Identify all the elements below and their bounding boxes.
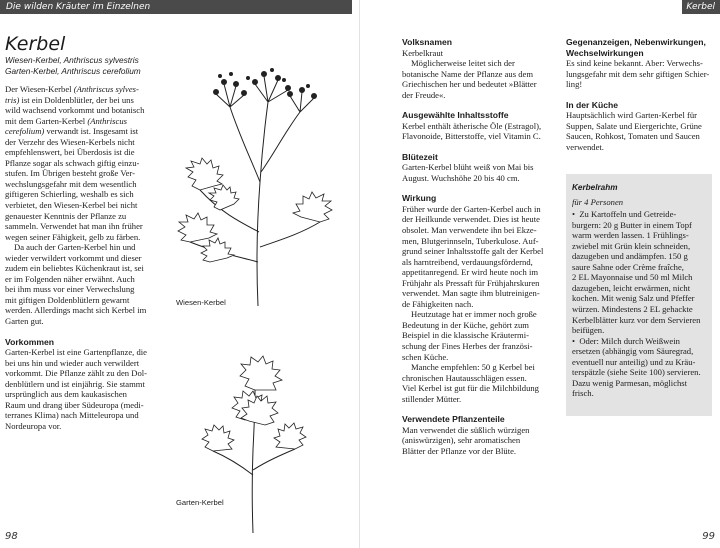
body-line: Saucen, Rohkost, Tomaten und Saucen [566, 131, 700, 142]
body-line: Garten-Kerbel ist eine Gartenpflanze, die [5, 347, 147, 358]
page-number-right: 99 [702, 531, 715, 542]
body-line: vorkommt. Die Pflanze zählt zu den Dol- [5, 368, 147, 379]
body-line: Heutzutage hat er immer noch große [411, 309, 537, 320]
body-line: de Fähigkeiten nach. [402, 298, 474, 309]
body-line: Nordeuropa vor. [5, 420, 62, 431]
intro-line: sammeln. Verwendet hat man ihn früher [5, 221, 143, 232]
caption-wiesen-kerbel: Wiesen-Kerbel [176, 298, 226, 307]
body-line: Kerbel enthält ätherische Öle (Estragol), [402, 120, 542, 131]
body-line: denblütlern und ist einjährig. Sie stammt [5, 378, 145, 389]
left-text-column [5, 33, 153, 431]
intro-line: wegen seiner Fähigkeit, gelb zu färben. [5, 231, 141, 242]
recipe-line: kochen. Mit wenig Salz und Pfeffer [572, 293, 695, 304]
right-text-column [566, 37, 716, 152]
bullet-icon: • [572, 209, 576, 220]
body-line: terranes Klima) nach Mitteleuropa und [5, 410, 139, 421]
body-line: lungsgefahr mit dem sehr giftigen Schier- [566, 68, 710, 79]
section-heading-inhaltsstoffe: Ausgewählte Inhaltsstoffe [402, 110, 509, 121]
recipe-line: frisch. [572, 388, 594, 399]
body-line: ling! [566, 79, 583, 90]
page-gutter [359, 0, 360, 548]
middle-text-column [402, 37, 552, 456]
body-line: verwendet. [566, 141, 604, 152]
recipe-line: saure Sahne oder Crème fraîche, [572, 261, 684, 272]
body-line: zudem ein beliebtes Küchenkraut ist, sei [5, 263, 144, 274]
intro-line: wild wachsend vorkommt und botanisch [5, 105, 145, 116]
body-line: chronischen Hautausschlägen essen. [402, 372, 527, 383]
body-line: Raum und drang über Südeuropa (medi- [5, 399, 144, 410]
body-line: bei uns hin und wieder auch verwildert [5, 357, 140, 368]
section-heading-kueche: In der Küche [566, 99, 619, 110]
recipe-line: dazugeben und andämpfen. 150 g [572, 251, 688, 262]
body-line: Kerbelkraut [402, 47, 444, 58]
intro-line: cerefolium) verwandt ist. Insgesamt ist [5, 126, 139, 137]
body-line: stillender Mütter. [402, 393, 462, 404]
body-line: Beispiel in die klassische Kräutermi- [402, 330, 529, 341]
section-heading-wechselwirkungen: Wechselwirkungen [566, 47, 644, 58]
body-line: Früher wurde der Garten-Kerbel auch in [402, 203, 541, 214]
body-line: schen Küche. [402, 351, 449, 362]
body-line: wieder verwildert vorkommt und dieser [5, 252, 142, 263]
recipe-step: • Oder: Milch durch Weißwein [572, 335, 680, 346]
intro-line: der Verzehr des Wiesen-Kerbels nicht [5, 136, 135, 147]
section-heading-volksnamen: Volksnamen [402, 37, 452, 47]
section-heading-pflanzenteile: Verwendete Pflanzenteile [402, 414, 505, 425]
section-heading-gegenanzeigen: Gegenanzeigen, Nebenwirkungen, [566, 37, 706, 47]
body-line: Flavonoide, Bitterstoffe, viel Vitamin C. [402, 131, 541, 142]
recipe-line: Dazu wenig Parmesan, möglichst [572, 377, 688, 388]
recipe-box [566, 174, 712, 416]
recipe-line: dazugeben, leicht erwärmen, nicht [572, 282, 691, 293]
body-line: ursprünglich aus dem kaukasischen [5, 389, 127, 400]
body-line: Frühjahr als Pressaft für Frühjahrskuren [402, 277, 540, 288]
body-line: schung der Fines Herbes der französi- [402, 341, 533, 352]
recipe-line: beifügen. [572, 325, 605, 336]
body-line: der Heilkunde verwendet. Dies ist heute [402, 214, 540, 225]
recipe-line: burgern: 20 g Butter in einem Topf [572, 219, 692, 230]
body-line: August. Wuchshöhe 20 bis 40 cm. [402, 172, 520, 183]
body-line: Blätter der Pflanze vor der Blüte. [402, 445, 517, 456]
section-heading-bluetezeit: Blütezeit [402, 151, 438, 162]
section-heading-wirkung: Wirkung [402, 193, 437, 204]
recipe-line: ersetzen (abhängig vom Säuregrad, [572, 346, 694, 357]
body-line: er im Folgenden näher erwähnt. Auch [5, 273, 135, 284]
intro-line: giftigeren Schierling, weshalb es sich [5, 189, 134, 200]
caption-garten-kerbel: Garten-Kerbel [176, 498, 224, 507]
wiesen-kerbel-illustration [160, 62, 355, 307]
recipe-serves: für 4 Personen [572, 196, 624, 207]
intro-line: genauester Kenntnis der Pflanze zu [5, 210, 127, 221]
recipe-title: Kerbelrahm [572, 183, 618, 192]
recipe-step: • Zu Kartoffeln und Getreide- [572, 209, 677, 220]
body-line: appetitanregend. Er wird heute noch im [402, 267, 539, 278]
recipe-line: Kerbelblätter kurz vor dem Servieren [572, 314, 701, 325]
body-line: werden. Allerdings macht sich Kerbel im [5, 305, 147, 316]
recipe-line: eventuell nur anteilig) und zu Kräu- [572, 356, 696, 367]
recipe-line: zwiebel mit Grün klein schneiden, [572, 240, 691, 251]
body-line: (aniswürzigen), sehr aromatischen [402, 435, 521, 446]
page-number-left: 98 [5, 531, 18, 542]
body-line: Hauptsächlich wird Garten-Kerbel für [566, 110, 698, 121]
intro-line: mit dem Garten-Kerbel (Anthriscus [5, 115, 127, 126]
body-line: men, Blutgerinnseln, Tuberkulose. Auf- [402, 235, 539, 246]
body-line: Garten gut. [5, 316, 44, 327]
body-line: Manche empfehlen: 50 g Kerbel bei [411, 362, 535, 373]
body-line: Suppen, Salate und Eiergerichte, Grüne [566, 120, 702, 131]
recipe-line: würzen. Mindestens 2 EL gehackte [572, 304, 693, 315]
body-line: Da auch der Garten-Kerbel hin und [14, 242, 136, 253]
body-line: grund seiner Inhaltsstoffe galt der Kerbel [402, 246, 544, 257]
body-line: Man verwendet die süßlich würzigen [402, 424, 530, 435]
intro-line: Pflanze sogar als schwach giftig einzu- [5, 157, 140, 168]
garten-kerbel-illustration [195, 355, 315, 535]
body-line: Griechischen her und bedeutet »Blätter [402, 79, 537, 90]
intro-line: verbietet, den Wiesen-Kerbel bei nicht [5, 200, 138, 211]
running-header-right: Kerbel [682, 0, 720, 14]
intro-line: empfehlenswert, bei Überdosis ist die [5, 147, 135, 158]
recipe-line: warm werden lassen. 1 Frühlings- [572, 230, 689, 241]
body-line: verwendet. Man sagte ihm blutreinigen- [402, 288, 540, 299]
intro-line: Der Wiesen-Kerbel (Anthriscus sylves- [5, 84, 139, 94]
body-line: Möglicherweise leitet sich der [411, 58, 515, 69]
recipe-line: 2 EL Mayonnaise und 50 ml Milch [572, 272, 693, 283]
bullet-icon: • [572, 335, 576, 346]
body-line: der Freude«. [402, 89, 446, 100]
body-line: obsolet. Man verwendete ihn bei Ekze- [402, 225, 537, 236]
body-line: bei ihm muss vor einer Verwechslung [5, 284, 135, 295]
body-line: Garten-Kerbel blüht weiß von Mai bis [402, 162, 534, 173]
recipe-line: terspätzle (siehe Seite 100) servieren. [572, 367, 701, 378]
intro-line: stufen. Im Übrigen besteht große Ver- [5, 168, 135, 179]
body-line: mit giftigen Doldenblütlern gewarnt [5, 294, 130, 305]
body-line: Bedeutung in der Küche, gehört zum [402, 319, 529, 330]
section-heading-vorkommen: Vorkommen [5, 336, 55, 347]
body-line: Viel Kerbel ist gut für die Milchbildung [402, 383, 539, 394]
intro-line: tris) ist ein Doldenblütler, der bei uns [5, 94, 134, 105]
page-title: Kerbel [5, 33, 66, 55]
body-line: botanische Name der Pflanze aus dem [402, 68, 534, 79]
intro-line: wechslungsgefahr mit dem wesentlich [5, 178, 137, 189]
subtitle-wiesen: Wiesen-Kerbel, Anthriscus sylvestris [5, 55, 139, 65]
subtitle-garten: Garten-Kerbel, Anthriscus cerefolium [5, 65, 141, 76]
body-line: Es sind keine bekannt. Aber: Verwechs- [566, 58, 703, 68]
body-line: als harntreibend, verdauungsfördernd, [402, 256, 533, 267]
running-header-left: Die wilden Kräuter im Einzelnen [0, 0, 352, 14]
